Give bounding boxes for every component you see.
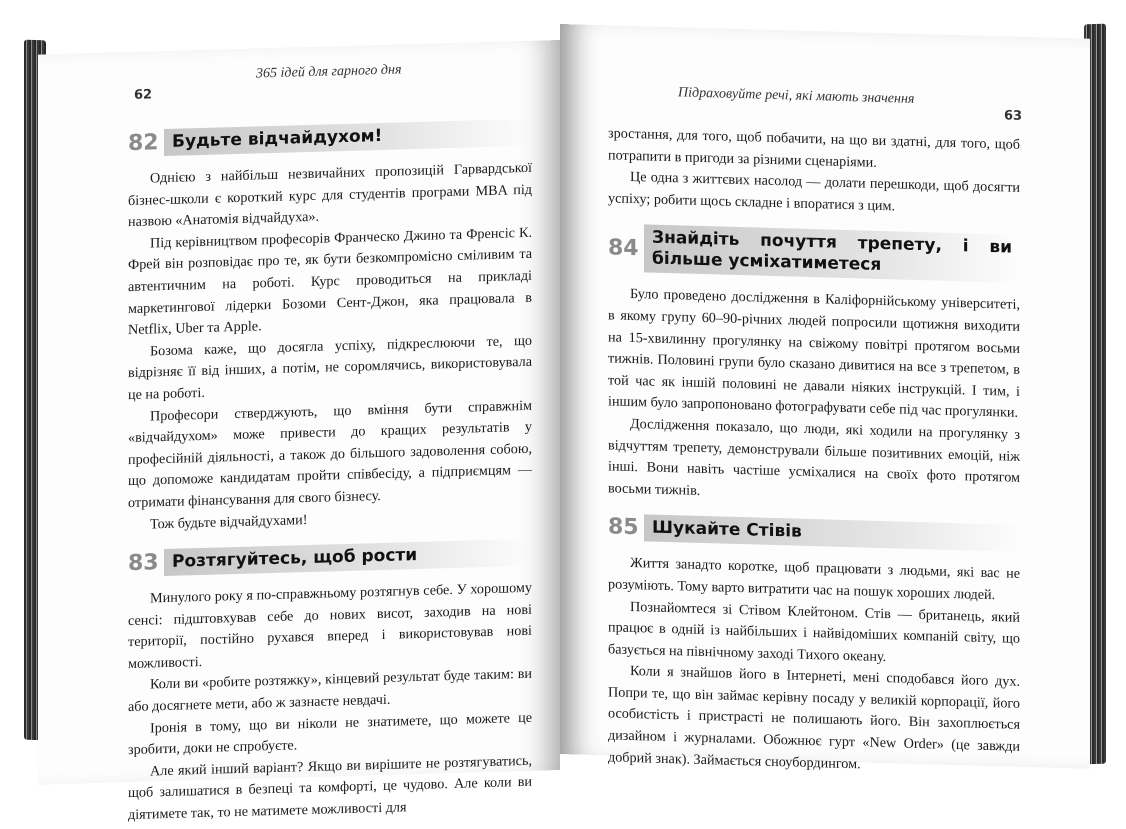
paragraph: Бозома каже, що досягла успіху, підкреслюючи те, що відрізняє її від інших, а потім, не соромлячись, використовувала це на роботі. — [128, 332, 532, 404]
section-number: 84 — [608, 234, 639, 261]
page-number: 62 — [134, 87, 153, 103]
right-page-content — [608, 123, 1020, 780]
paragraph: Це одна з життєвих насолод — долати перешкоди, щоб досягти успіху; робити щось складне і впоратися з цим. — [608, 169, 1020, 215]
paragraph: Але який інший варіант? Якщо ви вирішите не розтягуватись, щоб залишатися в безпеці та комфорті, це чудово. Але коли ви діятимете так, то не матимете можливості для — [128, 752, 532, 824]
section-title: Будьте відчайдухом! — [164, 119, 532, 156]
section-number: 83 — [128, 550, 159, 576]
paragraph: Було проведено дослідження в Каліфорнійському університеті, в якому групу 60–90-річних людей попросили щотижня виходити на 15-хвилинну прогулянку на свіжому повітрі протягом восьми тижнів. Половині групи було сказано дивитися на все з трепетом, в той час як іншій половині не давали ніяких інструкцій. І тим, і іншим було запропоновано фотографувати себе під час прогулянки. — [608, 286, 1020, 422]
right-page — [560, 24, 1090, 773]
left-page — [38, 40, 560, 824]
left-page-content — [128, 119, 532, 827]
paragraph: Іронія в тому, що ви ніколи не знатимете, що можете це зробити, доки не спробуєте. — [128, 709, 532, 759]
open-book — [24, 22, 1106, 824]
section-number: 85 — [608, 514, 639, 541]
paragraph: Коли ви «робите розтяжку», кінцевий результат буде таким: ви або досягнете мети, або ж зазнаєте невдачі. — [128, 666, 532, 716]
section-heading — [128, 119, 532, 157]
paragraph: Однією з найбільш незвичайних пропозицій Гарвардської бізнес-школи є короткий курс для студентів програми MBA під назвою «Анатомія відчайдуха». — [128, 159, 532, 231]
page-number: 63 — [1004, 108, 1023, 124]
section-title: Шукайте Стівів — [644, 515, 1020, 553]
paragraph: Дослідження показало, що люди, які ходили на прогулянку з відчуттям трепету, демонстрували більше позитивних емоцій, ніж інші. Вони навіть частіше усміхалися на своїх фото протягом восьми тижнів. — [608, 415, 1020, 499]
paragraph: Познайомтеся зі Стівом Клейтоном. Стів — британець, який працює в одній із найбільших і найвідоміших компаній світу, що базується на північному заході Тихого океану. — [608, 598, 1020, 665]
section-title: Розтягуйтесь, щоб рости — [164, 539, 532, 576]
section-title: Знайдіть почуття трепету, і ви більше усміхатиметеся — [644, 225, 1020, 284]
paragraph: Професори стверджують, що вміння бути справжнім «відчайдухом» може привести до кращих результатів у професійній діяльності, а також до більшого задоволення собою, що допоможе кандидатам пройти співбесіду, а підприємцям — отримати фінансування для свого бізнесу. — [128, 397, 532, 511]
paragraph: Під керівництвом професорів Франческо Джино та Френсіс К. Фрей він розповідає про те, як бути безкомпромісно сміливим та автентичним на роботі. Курс проводиться на прикладі маркетингової лідерки Бозоми Сент-Джон, яка працювала в Netflix, Uber та Apple. — [128, 224, 532, 339]
section-number: 82 — [128, 129, 159, 156]
section-heading — [128, 539, 532, 577]
section-heading — [608, 514, 1020, 553]
running-head: 365 ідей для гарного дня — [256, 62, 402, 82]
paragraph: Коли я знайшов його в Інтернеті, мені сподобався його дух. Попри те, що він займає керівну посаду у великій корпорації, його особистість і пристрасті не полишають його. Він захоплюється дизайном і журналами. Обожнює гурт «New Order» (це завжди добрий знак). Займається сноубордингом. — [608, 663, 1020, 773]
section-heading — [608, 224, 1020, 284]
paragraph: Минулого року я по-справжньому розтягнув себе. У хорошому сенсі: підштовхував себе до нових висот, заходив на нові території, постійно рухався вперед і використовував нові можливості. — [128, 579, 532, 672]
paragraph: зростання, для того, щоб побачити, на що ви здатні, для того, щоб потрапити в пригоди за різними сценаріями. — [608, 125, 1020, 171]
paragraph: Життя занадто коротке, щоб працювати з людьми, які вас не розуміють. Тому варто витратити час на пошук хороших людей. — [608, 555, 1020, 604]
paragraph: Тож будьте відчайдухами! — [150, 511, 308, 532]
running-head: Підраховуйте речі, які мають значення — [678, 85, 915, 107]
